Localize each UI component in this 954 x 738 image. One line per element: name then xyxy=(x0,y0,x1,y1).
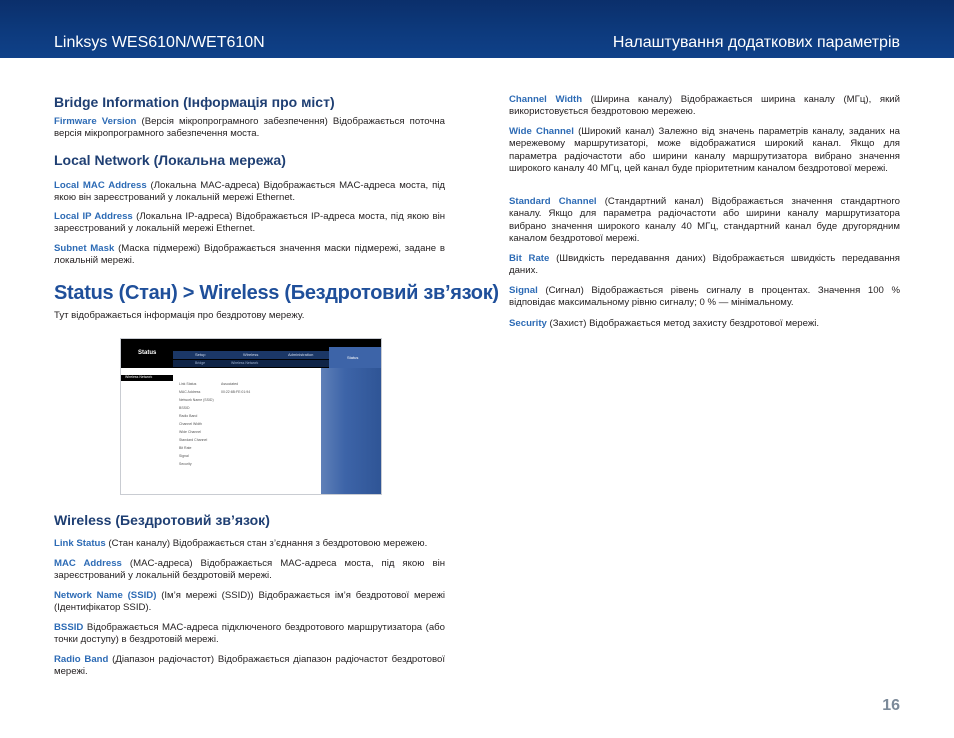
shot-side-label xyxy=(121,375,173,381)
page-number: 16 xyxy=(882,697,900,714)
security-desc: (Захист) Відображається метод захисту бездротової мережі. xyxy=(546,318,820,329)
term-bit-rate: Bit Rate xyxy=(509,253,550,264)
channel-width-desc: (Ширина каналу) Відображається ширина каналу (МГц), який використовується бездротовою мережею. xyxy=(509,94,901,118)
term-wide-channel: Wide Channel xyxy=(509,126,574,137)
term-subnet-mask: Subnet Mask xyxy=(54,243,115,254)
term-firmware-version: Firmware Version xyxy=(54,116,137,127)
shot-row-label: Network Name (SSID) xyxy=(179,398,214,402)
product-name: Linksys WES610N/WET610N xyxy=(54,34,265,51)
bridge-info-heading: Bridge Information (Інформація про міст) xyxy=(54,94,335,110)
term-security: Security xyxy=(509,318,547,329)
shot-subtabs xyxy=(173,360,329,367)
shot-row-label: BSSID xyxy=(179,406,190,410)
page-header xyxy=(0,0,954,58)
shot-row-label: Standard Channel xyxy=(179,438,208,442)
shot-tab-wireless: Wireless xyxy=(243,352,259,357)
mac-address-paragraph xyxy=(54,558,445,583)
link-status-paragraph xyxy=(54,538,445,550)
wide-channel-desc: (Широкий канал) Залежно від значень параметрів каналу, заданих на мережевому маршрутизаторі, може відображатися широкий канал. Якщо для параметра радіочастоти або ширини каналу маршрутизатора вибрано значення широкого каналу 40 МГц, цей канал буде пріоритетним каналом бездротової мережі. xyxy=(509,126,900,175)
local-ip-paragraph xyxy=(54,211,445,236)
firmware-version-paragraph xyxy=(54,116,445,141)
radio-band-paragraph xyxy=(54,654,445,679)
status-wireless-screenshot xyxy=(120,338,382,495)
local-network-heading: Local Network (Локальна мережа) xyxy=(54,152,286,168)
term-standard-channel: Standard Channel xyxy=(509,196,597,207)
shot-row-label: Signal xyxy=(179,454,189,458)
term-link-status: Link Status xyxy=(54,538,106,549)
shot-sidebar xyxy=(121,368,173,494)
shot-row-value: 00:22:6B:FE:01:94 xyxy=(221,390,251,394)
signal-paragraph xyxy=(509,285,900,310)
term-channel-width: Channel Width xyxy=(509,94,583,105)
shot-row-label: Wide Channel xyxy=(179,430,201,434)
firmware-version-desc: (Версія мікропрограмного забезпечення) Відображається поточна версія мікропрограмного забезпечення моста. xyxy=(54,116,445,140)
radio-band-desc: (Діапазон радіочастот) Відображається діапазон радіочастот бездротової мережі. xyxy=(54,654,445,678)
shot-row-label: Link Status xyxy=(179,382,197,386)
bit-rate-paragraph xyxy=(509,253,900,278)
shot-row-label: Bit Rate xyxy=(179,446,192,450)
channel-width-paragraph xyxy=(509,94,900,119)
shot-side-label-text: Wireless Network xyxy=(125,375,153,379)
section-title: Налаштування додаткових параметрів xyxy=(612,34,900,51)
shot-nav-tabs xyxy=(173,351,329,359)
wide-channel-paragraph xyxy=(509,126,900,176)
standard-channel-desc: (Стандартний канал) Відображається значення стандартного каналу. Якщо для параметра радіочастоти або ширини каналу маршрутизатора вибрано значення широкого каналу 40 МГц, стандартний канал буде другорядним каналом бездротової мережі. xyxy=(509,196,901,245)
shot-status-label: Status xyxy=(347,355,359,360)
local-mac-paragraph xyxy=(54,180,445,205)
security-paragraph xyxy=(509,318,900,330)
bssid-desc: Відображається MAC-адреса підключеного бездротового маршрутизатора (або точки доступу) в бездротовій мережі. xyxy=(54,622,445,646)
status-intro: Тут відображається інформація про бездротову мережу. xyxy=(54,310,305,321)
shot-row-label: Channel Width xyxy=(179,422,202,426)
term-local-ip: Local IP Address xyxy=(54,211,133,222)
local-ip-desc: (Локальна IP-адреса) Відображається IP-адреса моста, під якою він зареєстрований у локальній мережі Ethernet. xyxy=(54,211,445,235)
mac-address-desc: (MAC-адреса) Відображається MAC-адреса моста, під якою він зареєстрований у локальній бездротовій мережі. xyxy=(54,558,445,582)
term-local-mac: Local MAC Address xyxy=(54,180,147,191)
standard-channel-paragraph xyxy=(509,196,900,246)
shot-title: Status xyxy=(138,350,157,356)
shot-subtab-bridge: Bridge xyxy=(195,361,206,365)
shot-row-value: Associated xyxy=(221,382,239,386)
shot-row-label: Radio Band xyxy=(179,414,198,418)
term-network-name: Network Name (SSID) xyxy=(54,590,157,601)
term-radio-band: Radio Band xyxy=(54,654,109,665)
shot-subtab-wireless-network: Wireless Network xyxy=(231,361,259,365)
term-mac-address: MAC Address xyxy=(54,558,122,569)
subnet-mask-paragraph xyxy=(54,243,445,268)
shot-status-box xyxy=(329,347,381,368)
signal-desc: (Сигнал) Відображається рівень сигналу в процентах. Значення 100 % відповідає максимальному рівню сигналу; 0 % — мінімальному. xyxy=(509,285,900,309)
subnet-mask-desc: (Маска підмережі) Відображається значення маски підмережі, задане в локальній мережі. xyxy=(54,243,445,267)
shot-tab-setup: Setup xyxy=(195,352,206,357)
shot-tab-administration: Administration xyxy=(288,352,314,357)
bssid-paragraph xyxy=(54,622,445,647)
network-name-desc: (Ім’я мережі (SSID)) Відображається ім’я бездротової мережі (Ідентифікатор SSID). xyxy=(54,590,446,614)
wireless-heading: Wireless (Бездротовий зв’язок) xyxy=(54,512,270,528)
shot-row-label: MAC Address xyxy=(179,390,201,394)
network-name-paragraph xyxy=(54,590,445,615)
bit-rate-desc: (Швидкість передавання даних) Відображається швидкість передавання даних. xyxy=(509,253,900,277)
term-bssid: BSSID xyxy=(54,622,84,633)
shot-right-panel xyxy=(321,368,381,494)
local-mac-desc: (Локальна MAC-адреса) Відображається MAC-адреса моста, під якою він зареєстрований у локальній мережі Ethernet. xyxy=(54,180,445,204)
shot-row-label: Security xyxy=(179,462,192,466)
status-wireless-heading: Status (Стан) > Wireless (Бездротовий зв’язок) xyxy=(54,282,499,304)
link-status-desc: (Стан каналу) Відображається стан з’єднання з бездротовою мережею. xyxy=(105,538,428,549)
term-signal: Signal xyxy=(509,285,538,296)
